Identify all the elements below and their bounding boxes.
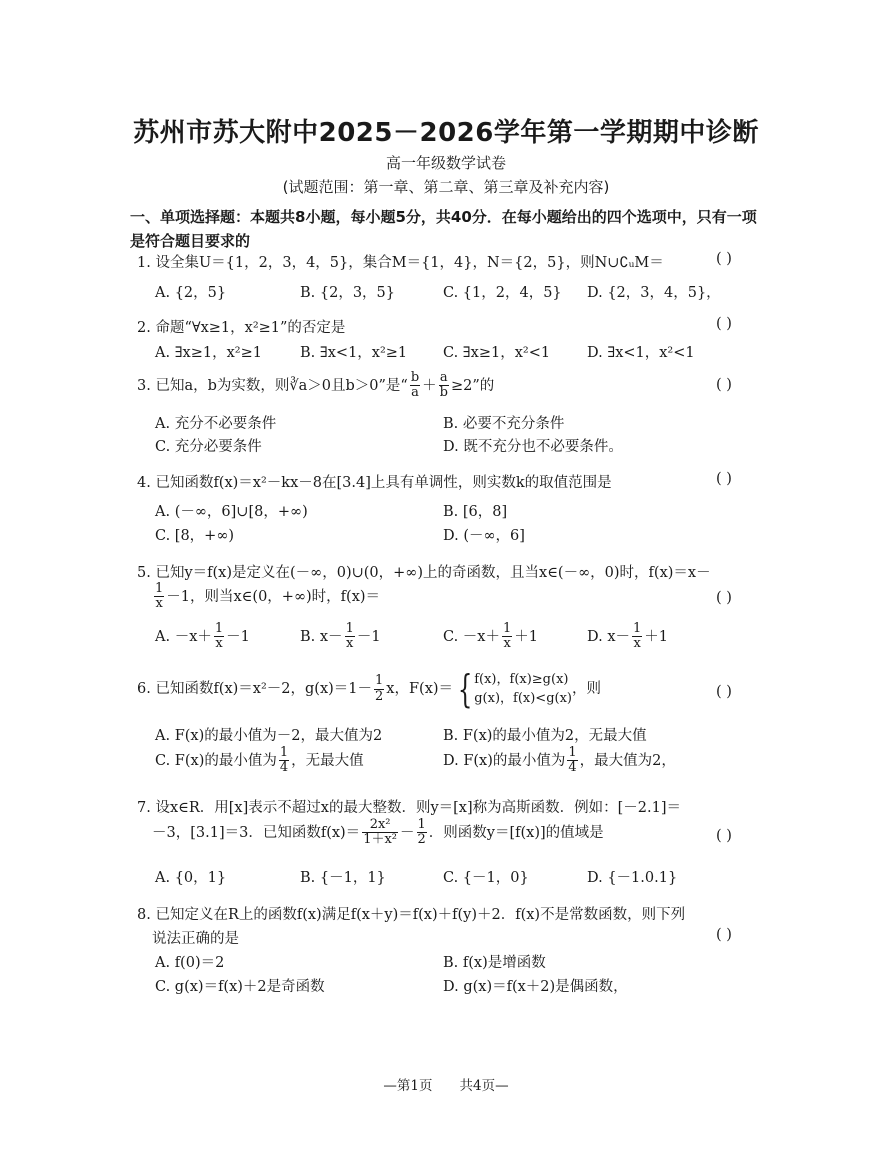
question-7-option-b: B. {－1，1} bbox=[300, 870, 386, 886]
question-4-option-a: A. (－∞，6]∪[8，+∞) bbox=[155, 504, 308, 520]
exam-subtitle: 高一年级数学试卷 bbox=[385, 154, 506, 172]
question-2-option-a: A. ∃x≥1，x²≥1 bbox=[155, 345, 262, 361]
question-2-stem: 2. 命题“∀x≥1，x²≥1”的否定是 bbox=[137, 320, 346, 336]
question-7-option-d: D. {－1.0.1} bbox=[587, 870, 678, 886]
question-3-stem-a: 3. 已知a，b为实数，则∛a＞0且b＞0”是“ bbox=[137, 377, 408, 394]
exam-scope: (试题范围：第一章、第二章、第三章及补充内容) bbox=[282, 178, 610, 196]
question-1-stem: 1. 设全集U＝{1，2，3，4，5}，集合M＝{1，4}，N＝{2，5}，则N∪∁ᵤM＝ bbox=[137, 255, 664, 271]
piecewise-cases: f(x)，f(x)≥g(x) g(x)，f(x)<g(x) bbox=[474, 672, 572, 706]
question-1-option-a: A. {2，5} bbox=[155, 285, 227, 301]
answer-paren: ( ) bbox=[716, 927, 732, 943]
question-6-option-c: C. F(x)的最小值为 $\frac{1}{4}$ ，无最大值 bbox=[155, 745, 364, 776]
answer-paren: ( ) bbox=[716, 590, 732, 606]
question-8-option-a: A. f(0)＝2 bbox=[155, 955, 225, 971]
question-2-option-c: C. ∃x≥1，x²<1 bbox=[443, 345, 551, 361]
fraction: $\frac{a}{b}$ bbox=[439, 370, 448, 401]
question-2-option-d: D. ∃x<1，x²<1 bbox=[587, 345, 695, 361]
question-5-stem-line1: 5. 已知y＝f(x)是定义在(－∞，0)∪(0，+∞)上的奇函数，且当x∈(－∞，0)时，f(x)＝x－ bbox=[137, 565, 711, 581]
question-4-option-d: D. (－∞，6] bbox=[443, 528, 525, 544]
question-5-option-b: B. x－ $\frac{1}{x}$ －1 bbox=[300, 621, 381, 652]
question-3-option-c: C. 充分必要条件 bbox=[155, 439, 262, 455]
fraction: $\frac{1}{x}$ bbox=[633, 621, 642, 652]
question-7-option-a: A. {0，1} bbox=[155, 870, 227, 886]
question-8-option-c: C. g(x)＝f(x)＋2是奇函数 bbox=[155, 979, 325, 995]
fraction: $\frac{1}{x}$ bbox=[502, 621, 512, 652]
fraction: $\frac{b}{a}$ bbox=[410, 370, 420, 401]
question-7-stem-line2: －3，[3.1]＝3．已知函数f(x)＝ $\frac{\text{2x²}}{\text{1＋x²}}$ － $\frac{1}{2}$ ．则函数y＝[f(x)]的值域是 bbox=[152, 817, 604, 848]
fraction: $\frac{1}{x}$ bbox=[155, 581, 164, 612]
question-6-option-b: B. F(x)的最小值为2，无最大值 bbox=[443, 728, 647, 744]
answer-paren: ( ) bbox=[716, 316, 732, 332]
left-brace-icon: { bbox=[457, 667, 473, 711]
question-6-option-a: A. F(x)的最小值为－2，最大值为2 bbox=[155, 728, 383, 744]
section-heading: 一、单项选择题：本题共8小题，每小题5分，共40分．在每小题给出的四个选项中，只有一项是符合题目要求的 bbox=[130, 208, 757, 250]
question-8-stem-line1: 8. 已知定义在R上的函数f(x)满足f(x＋y)＝f(x)＋f(y)＋2．f(x)不是常数函数，则下列 bbox=[137, 907, 686, 923]
page-footer: —第1页 共4页— bbox=[383, 1078, 509, 1094]
answer-paren: ( ) bbox=[716, 471, 732, 487]
fraction: $\frac{1}{4}$ bbox=[279, 745, 289, 776]
question-3-option-b: B. 必要不充分条件 bbox=[443, 416, 565, 432]
answer-paren: ( ) bbox=[716, 377, 732, 393]
question-5-stem-line2: $\frac{1}{x}$ －1，则当x∈(0，+∞)时，f(x)＝ bbox=[155, 581, 381, 612]
exam-title: 苏州市苏大附中2025－2026学年第一学期期中诊断 bbox=[133, 118, 759, 148]
question-1-option-b: B. {2，3，5} bbox=[300, 285, 396, 301]
question-6-stem: 6. 已知函数f(x)＝x²－2，g(x)＝1－ $\frac{1}{2}$ x，F(x)＝ { f(x)，f(x)≥g(x) g(x)，f(x)<g(x) ，则 bbox=[137, 667, 601, 711]
fraction: $\frac{1}{4}$ bbox=[568, 745, 577, 776]
question-1-option-d: D. {2，3，4，5}， bbox=[587, 285, 721, 301]
fraction: $\frac{1}{2}$ bbox=[417, 817, 426, 848]
question-5-option-d: D. x－ $\frac{1}{x}$ ＋1 bbox=[587, 621, 669, 652]
question-6-option-d: D. F(x)的最小值为 $\frac{1}{4}$ ，最大值为2， bbox=[443, 745, 676, 776]
question-5-option-c: C. －x＋ $\frac{1}{x}$ ＋1 bbox=[443, 621, 538, 652]
question-1-option-c: C. {1，2，4，5} bbox=[443, 285, 562, 301]
fraction: $\frac{1}{x}$ bbox=[345, 621, 354, 652]
question-7-stem-line1: 7. 设x∈R．用[x]表示不超过x的最大整数．则y＝[x]称为高斯函数．例如：[－2.1]＝ bbox=[137, 800, 681, 816]
question-3-option-a: A. 充分不必要条件 bbox=[155, 416, 277, 432]
question-4-option-c: C. [8，+∞) bbox=[155, 528, 235, 544]
fraction: $\frac{\text{2x²}}{\text{1＋x²}}$ bbox=[363, 817, 398, 848]
answer-paren: ( ) bbox=[716, 828, 732, 844]
question-4-option-b: B. [6，8] bbox=[443, 504, 508, 520]
answer-paren: ( ) bbox=[716, 684, 732, 700]
question-3-option-d: D. 既不充分也不必要条件。 bbox=[443, 439, 623, 455]
fraction: $\frac{1}{x}$ bbox=[214, 621, 224, 652]
question-4-stem: 4. 已知函数f(x)＝x²－kx－8在[3.4]上具有单调性，则实数k的取值范围是 bbox=[137, 475, 612, 491]
question-7-option-c: C. {－1，0} bbox=[443, 870, 529, 886]
question-8-option-d: D. g(x)＝f(x＋2)是偶函数， bbox=[443, 979, 628, 995]
question-8-option-b: B. f(x)是增函数 bbox=[443, 955, 546, 971]
answer-paren: ( ) bbox=[716, 251, 732, 267]
question-5-option-a: A. －x＋ $\frac{1}{x}$ －1 bbox=[155, 621, 250, 652]
question-3-stem-b: ≥2”的 bbox=[450, 377, 495, 394]
question-8-stem-line2: 说法正确的是 bbox=[152, 931, 239, 947]
fraction: $\frac{1}{2}$ bbox=[375, 673, 384, 704]
question-3-stem: 3. 已知a，b为实数，则∛a＞0且b＞0”是“ $\frac{b}{a}$ ＋ $\frac{a}{b}$ ≥2”的 bbox=[137, 370, 495, 401]
question-2-option-b: B. ∃x<1，x²≥1 bbox=[300, 345, 408, 361]
